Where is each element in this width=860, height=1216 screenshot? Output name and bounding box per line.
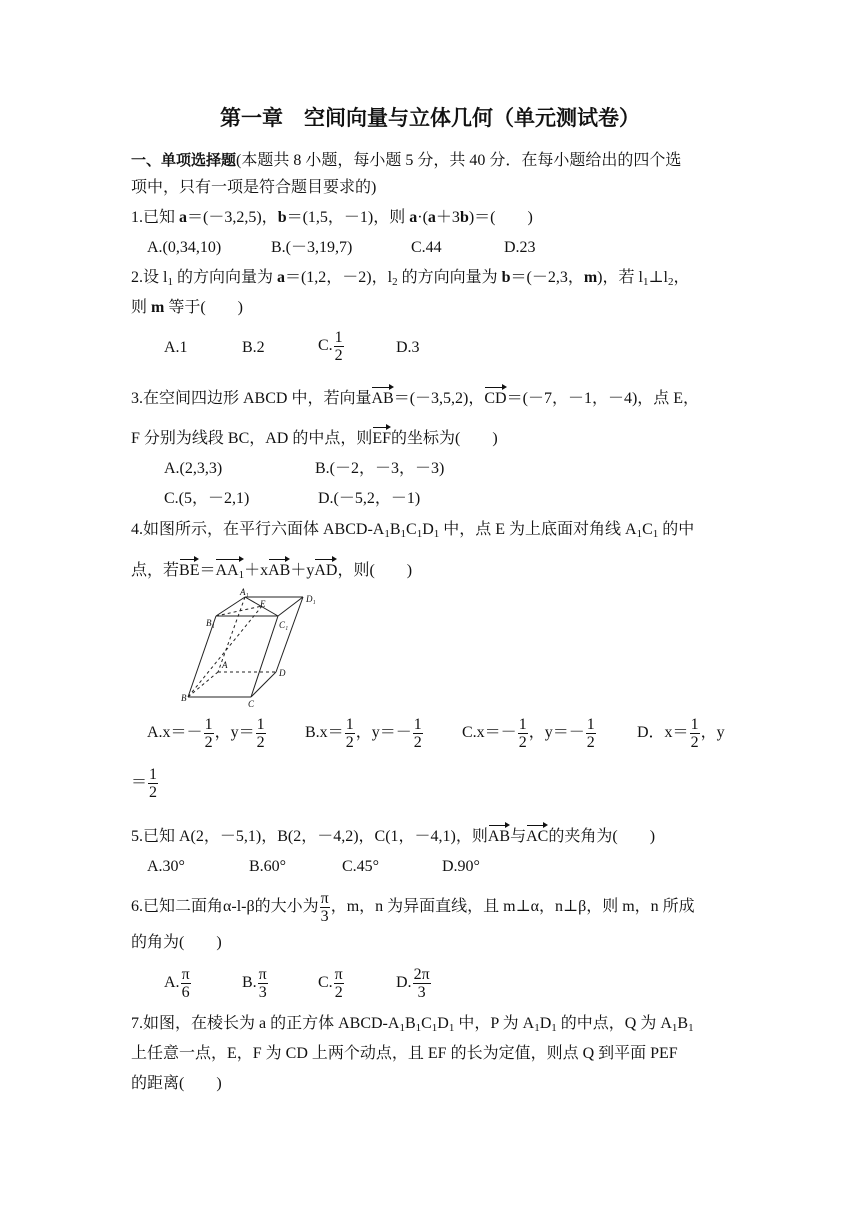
- q2-option-c: C. $\frac{1}{2}$: [318, 329, 343, 364]
- page-title: 第一章 空间向量与立体几何（单元测试卷）: [220, 106, 640, 130]
- q2-option-d: D.3: [396, 339, 420, 356]
- frac-num: 1: [204, 716, 213, 733]
- label-e: E: [260, 599, 266, 609]
- frac-num: π: [320, 890, 329, 907]
- fraction-one-half: [334, 329, 344, 364]
- q2-option-a: A.1: [164, 339, 188, 356]
- q1-option-c: C.44: [411, 239, 442, 256]
- q3-option-c: C.(5，－2,1): [164, 490, 250, 507]
- section-desc-line1: (本题共 8 小题，每小题 5 分，共 40 分．在每小题给出的四个选: [236, 152, 682, 169]
- question-3-line1: 3.在空间四边形 ABCD 中，若向量AB＝(－3,5,2)，CD＝(－7，－1，－4)，点 E，: [131, 390, 700, 407]
- frac-den: 2: [690, 734, 699, 751]
- frac-num: π: [181, 966, 190, 983]
- section-heading-label: 一、单项选择题: [131, 151, 237, 169]
- frac-num: π: [258, 966, 267, 983]
- frac-num: 1: [413, 716, 422, 733]
- question-6-line2: 的角为( ): [131, 934, 222, 951]
- q6-option-d: D. $\frac{2\pi}{3}$: [396, 966, 430, 1001]
- q1-option-b: B.(－3,19,7): [271, 239, 353, 256]
- frac-den: 6: [181, 984, 190, 1001]
- q4-option-a: A.x＝－ $\frac{1}{2}$ ，y＝ $\frac{1}{2}$: [147, 716, 265, 751]
- frac-num: π: [334, 966, 343, 983]
- q4-option-d-cont: ＝ $\frac{1}{2}$: [131, 766, 158, 801]
- question-1-text: 1.已知 a＝(－3,2,5)，b＝(1,5，－1)，则 a·(a＋3b)＝( ): [131, 209, 533, 226]
- label-d1: D₁: [306, 594, 316, 604]
- question-2-line2: 则 m 等于( ): [131, 299, 244, 316]
- q1-option-d: D.23: [504, 239, 536, 256]
- q3-option-b: B.(－2，－3，－3): [315, 460, 445, 477]
- frac-num: 1: [334, 329, 343, 346]
- label-d: D: [279, 668, 286, 678]
- label-b1: B₁: [206, 618, 215, 628]
- q5-option-a: A.30°: [147, 858, 185, 875]
- q6-option-c: C. $\frac{\pi}{2}$: [318, 966, 343, 1001]
- q4-option-b: B.x＝ $\frac{1}{2}$ ，y＝－ $\frac{1}{2}$: [305, 716, 422, 751]
- frac-den: 2: [345, 734, 354, 751]
- question-7-line2: 上任意一点，E，F 为 CD 上两个动点，且 EF 的长为定值，则点 Q 到平面 PEF: [131, 1045, 678, 1062]
- label-b: B: [181, 693, 187, 703]
- section-desc-line2: 项中，只有一项是符合题目要求的): [131, 179, 377, 196]
- question-3-line2: F 分别为线段 BC，AD 的中点，则EF的坐标为( ): [131, 430, 498, 447]
- question-6-line1: 6.已知二面角α-l-β的大小为 $\frac{\pi}{3}$ ，m，n 为异面直线，且 m⊥α，n⊥β，则 m，n 所成: [131, 890, 695, 925]
- q4-option-d: D．x＝ $\frac{1}{2}$ ，y: [637, 716, 725, 751]
- q2-option-b: B.2: [242, 339, 265, 356]
- frac-num: 2π: [413, 966, 430, 983]
- frac-den: 2: [334, 347, 343, 364]
- label-a: A: [222, 660, 228, 670]
- frac-den: 3: [320, 908, 329, 925]
- question-4-line2: 点，若$BE=AA_1+xAB+yAD$，则( ): [131, 561, 412, 585]
- frac-num: 1: [149, 766, 158, 783]
- frac-num: 1: [586, 716, 595, 733]
- frac-den: 2: [256, 734, 265, 751]
- question-2-line1: 2.设 $l_1$ 的方向向量为 a＝(1,2，－2)，$l_2$ 的方向向量为 b＝(－2,3，m)，若 $l_1\perp l_2$，: [131, 269, 690, 288]
- label-c: C: [248, 699, 255, 708]
- label-a1: A₁: [240, 588, 249, 597]
- q6-option-b: B. $\frac{\pi}{3}$: [242, 966, 267, 1001]
- frac-den: 2: [413, 734, 422, 751]
- frac-num: 1: [690, 716, 699, 733]
- q1-option-a: A.(0,34,10): [147, 239, 222, 256]
- section-heading: [131, 150, 681, 171]
- frac-den: 2: [518, 734, 527, 751]
- q5-option-c: C.45°: [342, 858, 380, 875]
- q4-option-c: C.x＝－ $\frac{1}{2}$ ，y＝－ $\frac{1}{2}$: [462, 716, 595, 751]
- q6-option-a: A. $\frac{\pi}{6}$: [164, 966, 190, 1001]
- frac-den: 3: [258, 984, 267, 1001]
- parallelepiped-figure: [178, 588, 328, 708]
- q3-option-d: D.(－5,2，－1): [318, 490, 421, 507]
- question-7-line1: 7.如图，在棱长为 a 的正方体 ABCD-$A_1B_1C_1D_1$ 中，P 为 $A_1D_1$ 的中点，Q 为 $A_1B_1$: [131, 1015, 694, 1034]
- q5-option-d: D.90°: [442, 858, 480, 875]
- frac-den: 2: [204, 734, 213, 751]
- question-7-line3: 的距离( ): [131, 1075, 222, 1092]
- frac-den: 2: [334, 984, 343, 1001]
- frac-num: 1: [345, 716, 354, 733]
- frac-den: 2: [149, 784, 158, 801]
- label-c1: C₁: [279, 620, 289, 630]
- frac-num: 1: [256, 716, 265, 733]
- question-5-text: 5.已知 A(2，－5,1)，B(2，－4,2)，C(1，－4,1)，则AB与AC的夹角为( ): [131, 828, 656, 845]
- q5-option-b: B.60°: [249, 858, 287, 875]
- frac-den: 2: [586, 734, 595, 751]
- frac-den: 3: [417, 984, 426, 1001]
- q3-option-a: A.(2,3,3): [164, 460, 223, 477]
- frac-num: 1: [518, 716, 527, 733]
- question-4-line1: 4.如图所示，在平行六面体 ABCD-$A_1B_1C_1D_1$ 中，点 E 为上底面对角线 $A_1C_1$ 的中: [131, 521, 695, 540]
